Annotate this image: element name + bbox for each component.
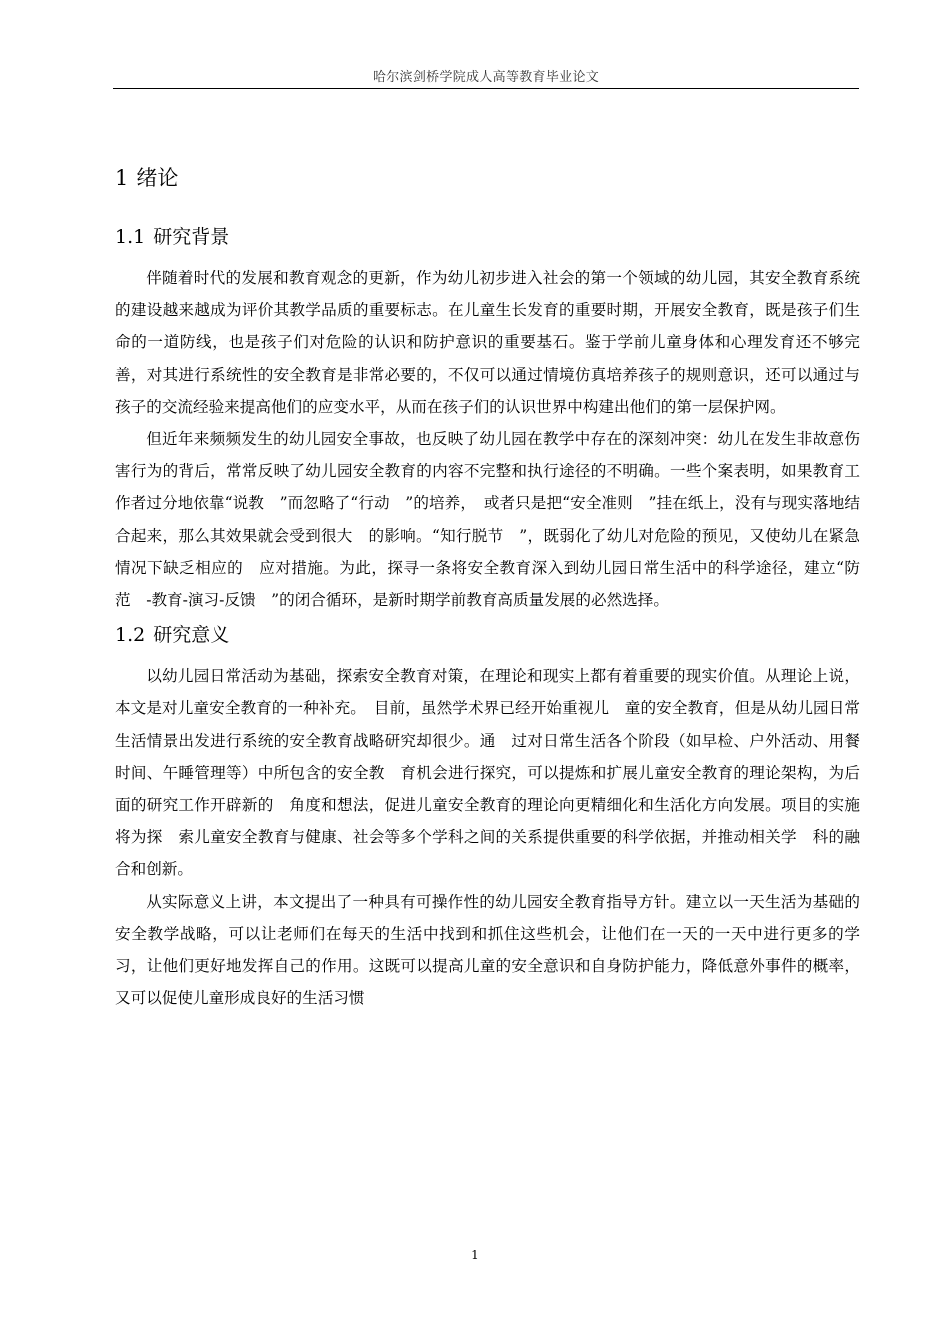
section-title: 研究意义 [153, 624, 230, 647]
page-number: 1 [471, 1248, 479, 1262]
chapter-heading [115, 160, 860, 196]
paragraph: 伴随着时代的发展和教育观念的更新，作为幼儿初步进入社会的第一个领域的幼儿园，其安全教育系统的建设越来越成为评价其教学品质的重要标志。在儿童生长发育的重要时期，开展安全教育，既是孩子们生命的一道防线，也是孩子们对危险的认识和防护意识的重要基石。鉴于学前儿童身体和心理发育还不够完善，对其进行系统性的安全教育是非常必要的，不仅可以通过情境仿真培养孩子的规则意识，还可以通过与孩子的交流经验来提高他们的应变水平，从而在孩子们的认识世界中构建出他们的第一层保护网。 [115, 269, 860, 416]
section-heading-significance [115, 618, 860, 652]
paragraph: 从实际意义上讲，本文提出了一种具有可操作性的幼儿园安全教育指导方针。建立以一天生活为基础的安全教学战略，可以让老师们在每天的生活中找到和抓住这些机会，让他们在一天的一天中进行更多的学习，让他们更好地发挥自己的作用。这既可以提高儿童的安全意识和自身防护能力，降低意外事件的概率，又可以促使儿童形成良好的生活习惯 [115, 892, 860, 1008]
chapter-number: 1 [115, 166, 129, 190]
header-rule [113, 88, 859, 89]
page-body [115, 160, 860, 1014]
paragraph: 但近年来频频发生的幼儿园安全事故，也反映了幼儿园在教学中存在的深刻冲突：幼儿在发生非故意伤害行为的背后，常常反映了幼儿园安全教育的内容不完整和执行途径的不明确。一些个案表明，如果教育工作者过分地依靠“说教 ”而忽略了“行动 ”的培养， 或者只是把“安全准则 ”挂在纸上，没有与现实落地结合起来，那么其效果就会受到很大 的影响。“知行脱节 ”，既弱化了幼儿对危险的预见，又使幼儿在紧急情况下缺乏相应的 应对措施。为此，探寻一条将安全教育深入到幼儿园日常生活中的科学途径，建立“防范 -教育-演习-反馈 ”的闭合循环，是新时期学前教育高质量发展的必然选择。 [115, 430, 860, 610]
running-header: 哈尔滨剑桥学院成人高等教育毕业论文 [372, 70, 600, 85]
section-heading-background [115, 220, 860, 254]
section-title: 研究背景 [153, 226, 230, 248]
section-number: 1.2 [115, 624, 146, 647]
section-number: 1.1 [115, 226, 146, 248]
chapter-title: 绪论 [136, 166, 179, 190]
paragraph: 以幼儿园日常活动为基础，探索安全教育对策，在理论和现实上都有着重要的现实价值。从理论上说，本文是对儿童安全教育的一种补充。 目前，虽然学术界已经开始重视儿 童的安全教育，但是从幼儿园日常生活情景出发进行系统的安全教育战略研究却很少。通 过对日常生活各个阶段（如早检、户外活动、用餐时间、午睡管理等）中所包含的安全教 育机会进行探究，可以提炼和扩展儿童安全教育的理论架构，为后面的研究工作开辟新的 角度和想法，促进儿童安全教育的理论向更精细化和生活化方向发展。项目的实施将为探 索儿童安全教育与健康、社会等多个学科之间的关系提供重要的科学依据，并推动相关学 科的融合和创新。 [115, 667, 860, 879]
